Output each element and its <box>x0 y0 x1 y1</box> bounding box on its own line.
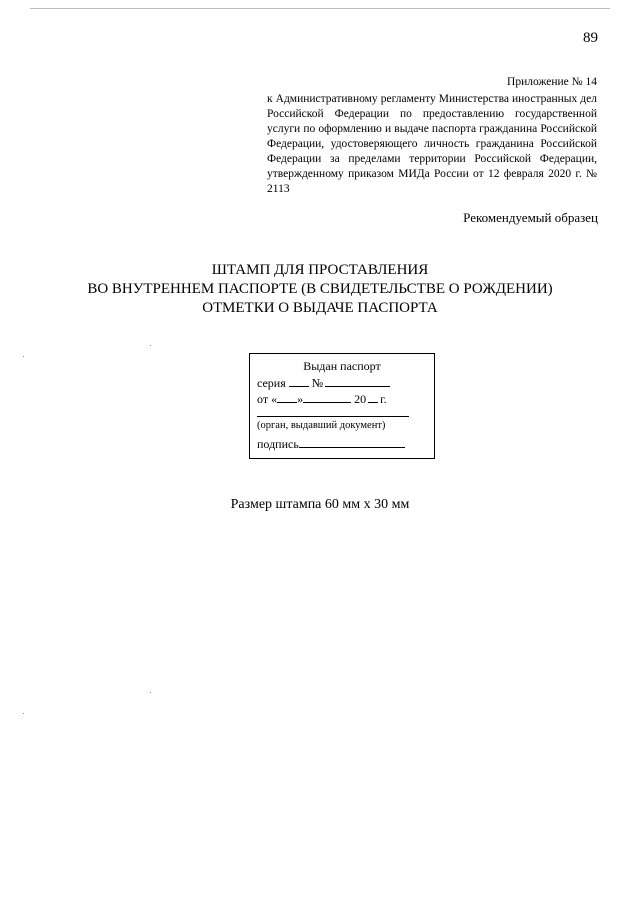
date-quote-close: » <box>297 392 304 406</box>
stamp-date-row <box>257 391 387 407</box>
signature-blank <box>299 436 405 448</box>
sample-label: Рекомендуемый образец <box>463 210 598 225</box>
series-label: серия <box>257 376 286 390</box>
heading-line-2: ВО ВНУТРЕННЕМ ПАСПОРТЕ (В СВИДЕТЕЛЬСТВЕ О РОЖДЕНИИ) <box>87 281 553 297</box>
issuing-authority-line <box>257 416 409 417</box>
scan-speck <box>150 692 151 693</box>
stamp-title: Выдан паспорт <box>303 359 381 373</box>
day-blank <box>277 391 297 403</box>
issuing-authority-caption: (орган, выдавший документ) <box>257 420 386 431</box>
scan-speck <box>23 713 24 714</box>
year-suffix: г. <box>380 392 387 406</box>
heading-line-3: ОТМЕТКИ О ВЫДАЧЕ ПАСПОРТА <box>202 300 438 316</box>
document-heading <box>0 261 640 318</box>
series-blank <box>289 375 309 387</box>
scan-speck <box>150 345 151 346</box>
number-blank <box>325 375 390 387</box>
signature-label: подпись <box>257 437 299 451</box>
annex-title: Приложение № 14 <box>507 76 597 88</box>
scan-speck <box>23 356 24 357</box>
stamp-size-note: Размер штампа 60 мм х 30 мм <box>230 497 410 512</box>
stamp-series-row <box>257 375 390 391</box>
month-blank <box>303 391 351 403</box>
stamp-signature-row <box>257 436 405 452</box>
annex-body: к Административному регламенту Министерства иностранных дел Российской Федерации по предоставлению государственной услуги по оформлению и выдаче паспорта гражданина Российской Федерации, удостоверяющего личность гражданина Российской Федерации за пределами территории Российской Федерации, утвержденному приказом МИДа России от 12 февраля 2020 г. № 2113 <box>267 93 597 195</box>
stamp-sample <box>249 353 435 459</box>
page-number: 89 <box>583 30 598 46</box>
date-prefix: от « <box>257 392 278 406</box>
heading-line-1: ШТАМП ДЛЯ ПРОСТАВЛЕНИЯ <box>211 262 429 278</box>
annex-block <box>267 75 597 197</box>
year-prefix: 20 <box>354 392 367 406</box>
page-top-border <box>30 8 610 9</box>
number-label: № <box>311 376 324 390</box>
year-blank <box>368 391 378 403</box>
